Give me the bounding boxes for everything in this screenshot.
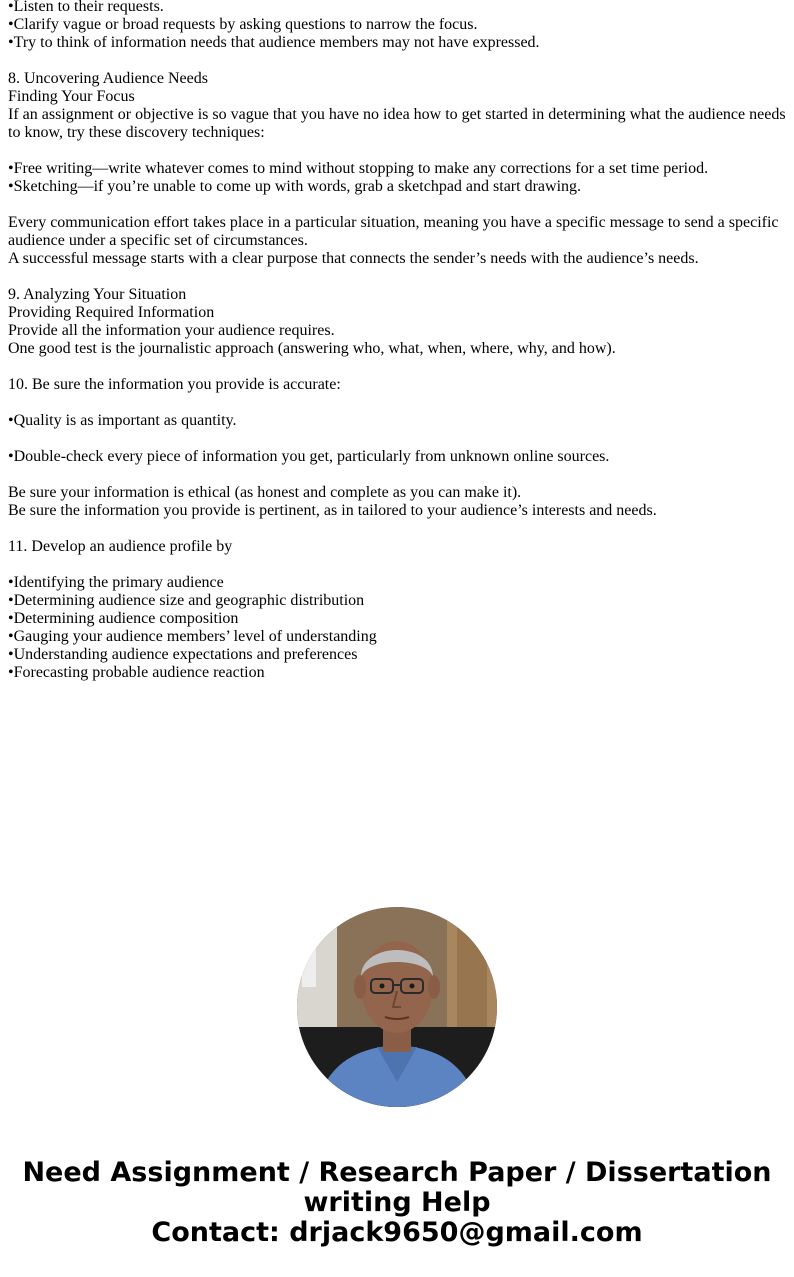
person-portrait-icon: [297, 907, 497, 1107]
text-line: 9. Analyzing Your Situation: [8, 286, 187, 303]
blank-line: [8, 196, 788, 214]
bullet-item: •Sketching—if you’re unable to come up with words, grab a sketchpad and start drawing.: [8, 178, 582, 195]
document-body: [8, 0, 788, 682]
text-line: 10. Be sure the information you provide is accurate:: [8, 376, 341, 393]
text-line: Every communication effort takes place in a particular situation, meaning you have a specific message to send a specific audience under a specific set of circumstances.: [8, 214, 779, 249]
text-line: One good test is the journalistic approach (answering who, what, when, where, why, and how).: [8, 340, 616, 357]
bullet-item: •Understanding audience expectations and preferences: [8, 646, 358, 663]
blank-line: [8, 520, 788, 538]
text-line: A successful message starts with a clear purpose that connects the sender’s needs with the audience’s needs.: [8, 250, 699, 267]
cta-line-2: writing Help: [303, 1187, 491, 1218]
bullet-item: •Gauging your audience members’ level of understanding: [8, 628, 377, 645]
bullet-item: •Determining audience composition: [8, 610, 239, 627]
blank-line: [8, 142, 788, 160]
bullet-item: •Clarify vague or broad requests by asking questions to narrow the focus.: [8, 16, 478, 33]
text-line: Be sure the information you provide is pertinent, as in tailored to your audience’s interests and needs.: [8, 502, 657, 519]
cta-contact-email[interactable]: Contact: drjack9650@gmail.com: [151, 1217, 643, 1248]
blank-line: [8, 556, 788, 574]
blank-line: [8, 358, 788, 376]
bullet-item: •Free writing—write whatever comes to mind without stopping to make any corrections for a set time period.: [8, 160, 709, 177]
blank-line: [8, 52, 788, 70]
bullet-item: •Double-check every piece of information you get, particularly from unknown online sources.: [8, 448, 610, 465]
contact-banner: [0, 1158, 794, 1248]
bullet-item: •Determining audience size and geographic distribution: [8, 592, 365, 609]
blank-line: [8, 268, 788, 286]
text-line: 8. Uncovering Audience Needs: [8, 70, 208, 87]
cta-line-1: Need Assignment / Research Paper / Dissertation: [22, 1157, 772, 1188]
bullet-item: •Try to think of information needs that audience members may not have expressed.: [8, 34, 540, 51]
text-line: Finding Your Focus: [8, 88, 135, 105]
author-avatar: [297, 907, 497, 1107]
text-line: Provide all the information your audience requires.: [8, 322, 335, 339]
text-line: 11. Develop an audience profile by: [8, 538, 233, 555]
bullet-item: •Forecasting probable audience reaction: [8, 664, 265, 681]
bullet-item: •Quality is as important as quantity.: [8, 412, 237, 429]
blank-line: [8, 394, 788, 412]
blank-line: [8, 466, 788, 484]
blank-line: [8, 430, 788, 448]
bullet-item: •Listen to their requests.: [8, 0, 164, 15]
bullet-item: •Identifying the primary audience: [8, 574, 224, 591]
text-line: If an assignment or objective is so vague that you have no idea how to get started in determining what the audience needs to know, try these discovery techniques:: [8, 106, 786, 141]
text-line: Be sure your information is ethical (as honest and complete as you can make it).: [8, 484, 522, 501]
text-line: Providing Required Information: [8, 304, 215, 321]
